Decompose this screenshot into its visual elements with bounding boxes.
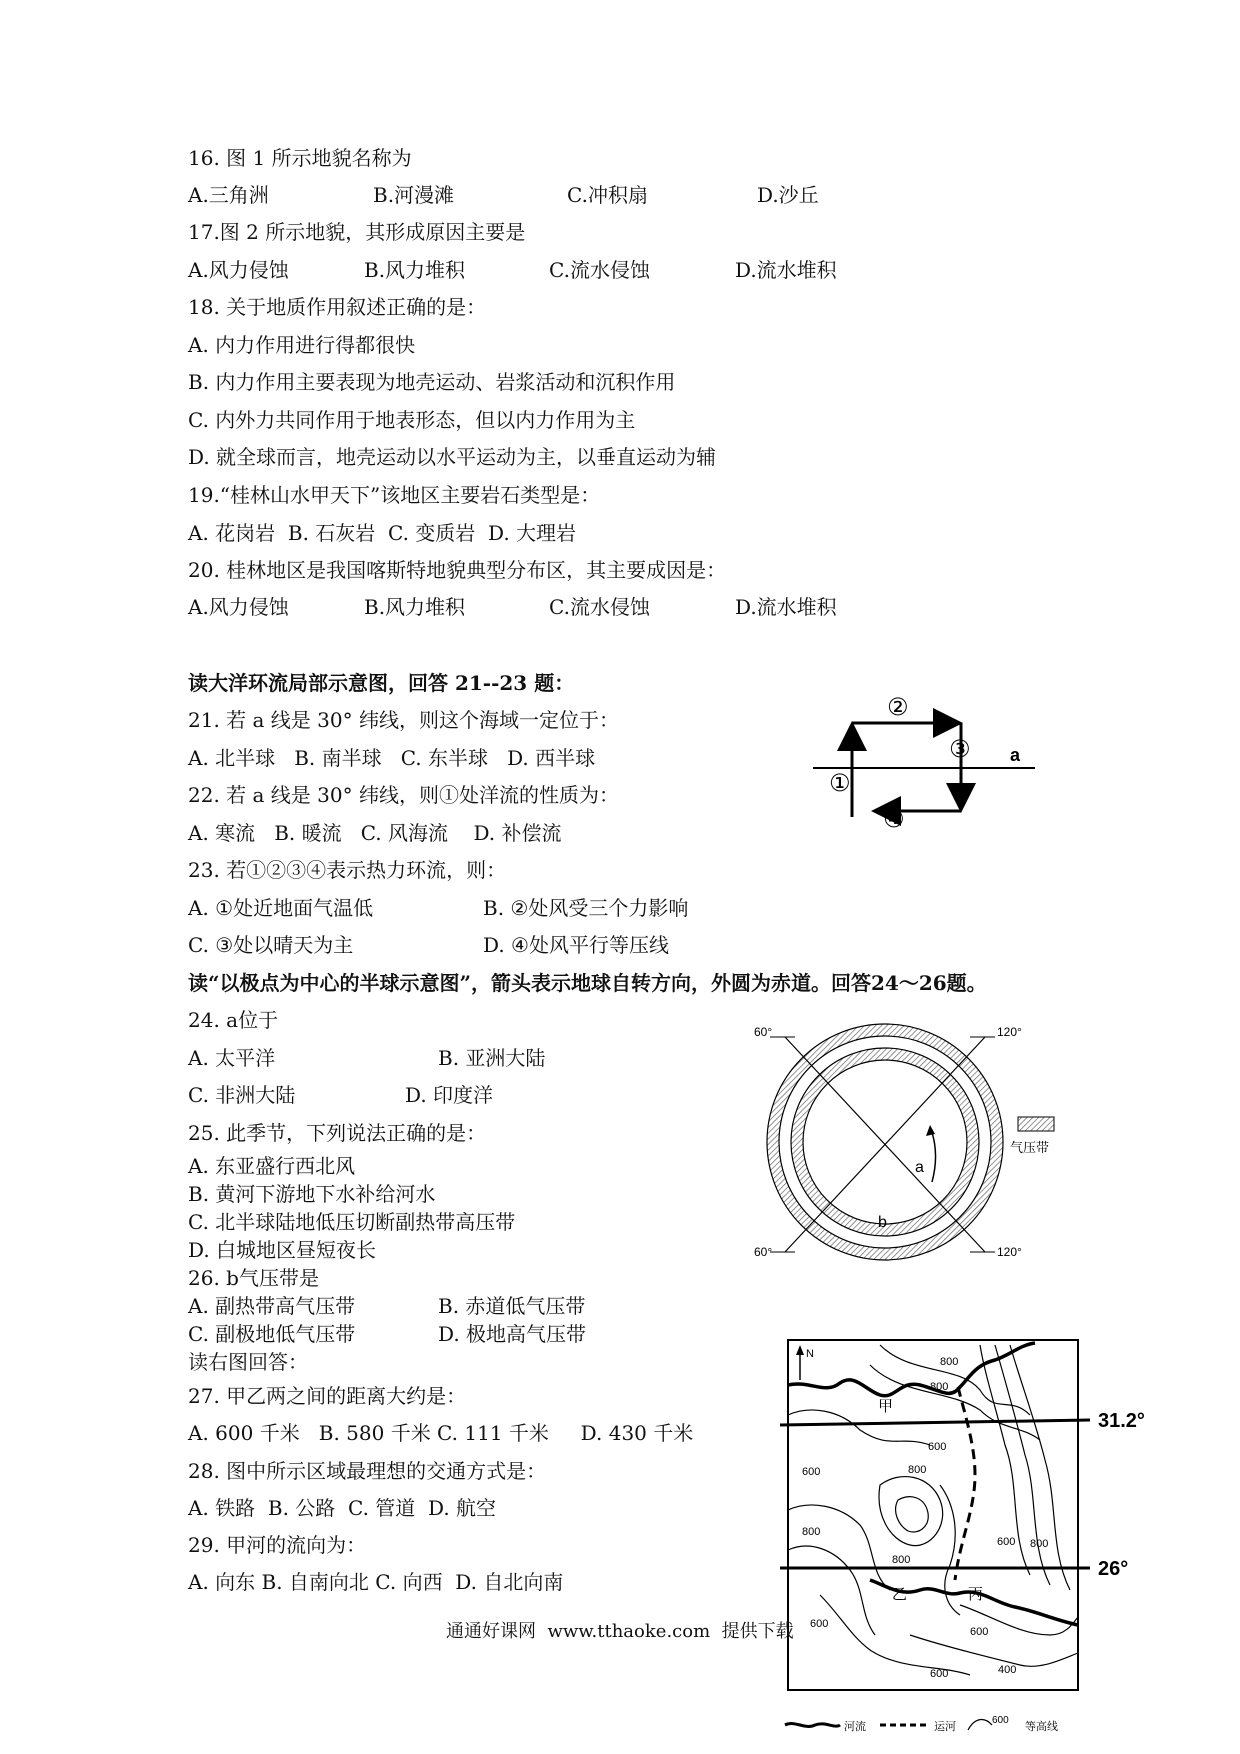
text-line: A. 副热带高气压带: [188, 1294, 356, 1318]
label-jia: 甲: [878, 1398, 894, 1415]
text-line: A. 北半球 B. 南半球 C. 东半球 D. 西半球: [188, 746, 596, 770]
latitude-26-label: 26°: [1098, 1558, 1129, 1580]
text-line: A.风力侵蚀: [188, 258, 289, 282]
text-line: B.风力堆积: [364, 258, 466, 282]
legend-label: 气压带: [1010, 1140, 1050, 1155]
legend-600: 600: [992, 1715, 1009, 1726]
text-line: D. ④处风平行等压线: [483, 933, 669, 957]
text-line: C.冲积扇: [567, 183, 648, 207]
contour-label: 800: [1030, 1538, 1049, 1550]
contour-label: 600: [810, 1618, 829, 1630]
text-line: D.沙丘: [757, 183, 819, 207]
label-a: a: [1010, 745, 1021, 765]
contour-label: 800: [940, 1356, 959, 1368]
contour-label: 400: [998, 1664, 1017, 1676]
label-a: a: [915, 1159, 924, 1176]
text-line: D. 白城地区昼短夜长: [188, 1238, 377, 1262]
label-120-bottom: 120°: [997, 1245, 1022, 1259]
text-line: C.流水侵蚀: [549, 258, 650, 282]
contour-label: 800: [908, 1464, 927, 1476]
text-line: 27. 甲乙两之间的距离大约是：: [188, 1384, 467, 1408]
text-line: 18. 关于地质作用叙述正确的是：: [188, 295, 487, 319]
text-line: A. 向东 B. 自南向北 C. 向西 D. 自北向南: [188, 1570, 564, 1594]
text-line: B. 内力作用主要表现为地壳运动、岩浆活动和沉积作用: [188, 370, 676, 394]
text-line: A. ①处近地面气温低: [188, 896, 374, 920]
latitude-31-2-label: 31.2°: [1098, 1410, 1145, 1432]
text-line: 25. 此季节，下列说法正确的是：: [188, 1121, 487, 1145]
text-line: C. 内外力共同作用于地表形态，但以内力作用为主: [188, 408, 636, 432]
text-line: B. ②处风受三个力影响: [483, 896, 689, 920]
text-line: 21. 若 a 线是 30° 纬线，则这个海域一定位于：: [188, 708, 619, 732]
text-line: 读大洋环流局部示意图，回答 21--23 题：: [188, 671, 575, 695]
text-line: 读右图回答：: [188, 1350, 308, 1374]
text-line: A. 铁路 B. 公路 C. 管道 D. 航空: [188, 1496, 497, 1520]
text-line: D. 就全球而言，地壳运动以水平运动为主，以垂直运动为辅: [188, 445, 717, 469]
text-line: B.风力堆积: [364, 595, 466, 619]
text-line: C. 非洲大陆: [188, 1083, 296, 1107]
north-label: N: [806, 1348, 814, 1360]
text-line: B. 亚洲大陆: [438, 1046, 546, 1070]
text-line: D.流水堆积: [735, 258, 837, 282]
text-line: 20. 桂林地区是我国喀斯特地貌典型分布区，其主要成因是：: [188, 558, 727, 582]
text-line: 17.图 2 所示地貌，其形成原因主要是: [188, 220, 526, 244]
text-line: A.风力侵蚀: [188, 595, 289, 619]
text-line: C. 北半球陆地低压切断副热带高压带: [188, 1210, 516, 1234]
contour-label: 600: [997, 1536, 1016, 1548]
text-line: D.流水堆积: [735, 595, 837, 619]
legend-contour: 等高线: [1025, 1721, 1058, 1733]
label-60-top: 60°: [754, 1025, 773, 1039]
text-line: A. 600 千米 B. 580 千米 C. 111 千米 D. 430 千米: [188, 1421, 694, 1445]
text-line: B. 黄河下游地下水补给河水: [188, 1182, 436, 1206]
label-3: ③: [949, 736, 971, 763]
text-line: 19.“桂林山水甲天下”该地区主要岩石类型是：: [188, 483, 601, 507]
text-line: 22. 若 a 线是 30° 纬线，则①处洋流的性质为：: [188, 783, 619, 807]
text-line: A. 寒流 B. 暖流 C. 风海流 D. 补偿流: [188, 821, 562, 845]
text-line: A. 东亚盛行西北风: [188, 1154, 356, 1178]
legend-canal: 运河: [934, 1721, 956, 1733]
legend-swatch: [1018, 1117, 1054, 1131]
ocean-circulation-diagram: [805, 695, 1045, 835]
label-1: ①: [829, 770, 851, 797]
contour-map: [780, 1335, 1180, 1745]
contour-label: 600: [802, 1466, 821, 1478]
contour-label: 800: [802, 1526, 821, 1538]
text-line: 16. 图 1 所示地貌名称为: [188, 146, 412, 170]
text-line: 26. b气压带是: [188, 1266, 319, 1290]
label-120-top: 120°: [997, 1025, 1022, 1039]
text-line: 28. 图中所示区域最理想的交通方式是：: [188, 1459, 547, 1483]
legend-river: 河流: [844, 1721, 866, 1733]
text-line: C. ③处以晴天为主: [188, 933, 354, 957]
text-line: 24. a位于: [188, 1008, 279, 1032]
contour-label: 600: [970, 1626, 989, 1638]
label-4: ④: [883, 806, 905, 833]
label-60-bottom: 60°: [754, 1245, 773, 1259]
text-line: A.三角洲: [188, 183, 269, 207]
label-yi: 乙: [892, 1586, 908, 1603]
text-line: B.河漫滩: [373, 183, 455, 207]
label-b: b: [878, 1214, 887, 1231]
text-line: D. 印度洋: [405, 1083, 494, 1107]
text-line: A. 太平洋: [188, 1046, 276, 1070]
label-bing: 丙: [968, 1586, 984, 1603]
hemisphere-diagram: [754, 1022, 1060, 1272]
text-line: 29. 甲河的流向为：: [188, 1533, 367, 1557]
label-2: ②: [887, 694, 909, 721]
text-line: 23. 若①②③④表示热力环流，则：: [188, 858, 507, 882]
contour-label: 600: [928, 1441, 947, 1453]
text-line: D. 极地高气压带: [438, 1322, 587, 1346]
text-line: 读“以极点为中心的半球示意图”，箭头表示地球自转方向，外圆为赤道。回答24～26题。: [188, 971, 987, 995]
contour-label: 800: [930, 1381, 949, 1393]
text-line: A. 内力作用进行得都很快: [188, 333, 416, 357]
text-line: B. 赤道低气压带: [438, 1294, 586, 1318]
contour-label: 600: [930, 1668, 949, 1680]
text-line: A. 花岗岩 B. 石灰岩 C. 变质岩 D. 大理岩: [188, 521, 577, 545]
footer-source: 通通好课网 www.tthaoke.com 提供下载: [446, 1621, 794, 1642]
contour-label: 800: [892, 1554, 911, 1566]
text-line: C.流水侵蚀: [549, 595, 650, 619]
text-line: C. 副极地低气压带: [188, 1322, 356, 1346]
